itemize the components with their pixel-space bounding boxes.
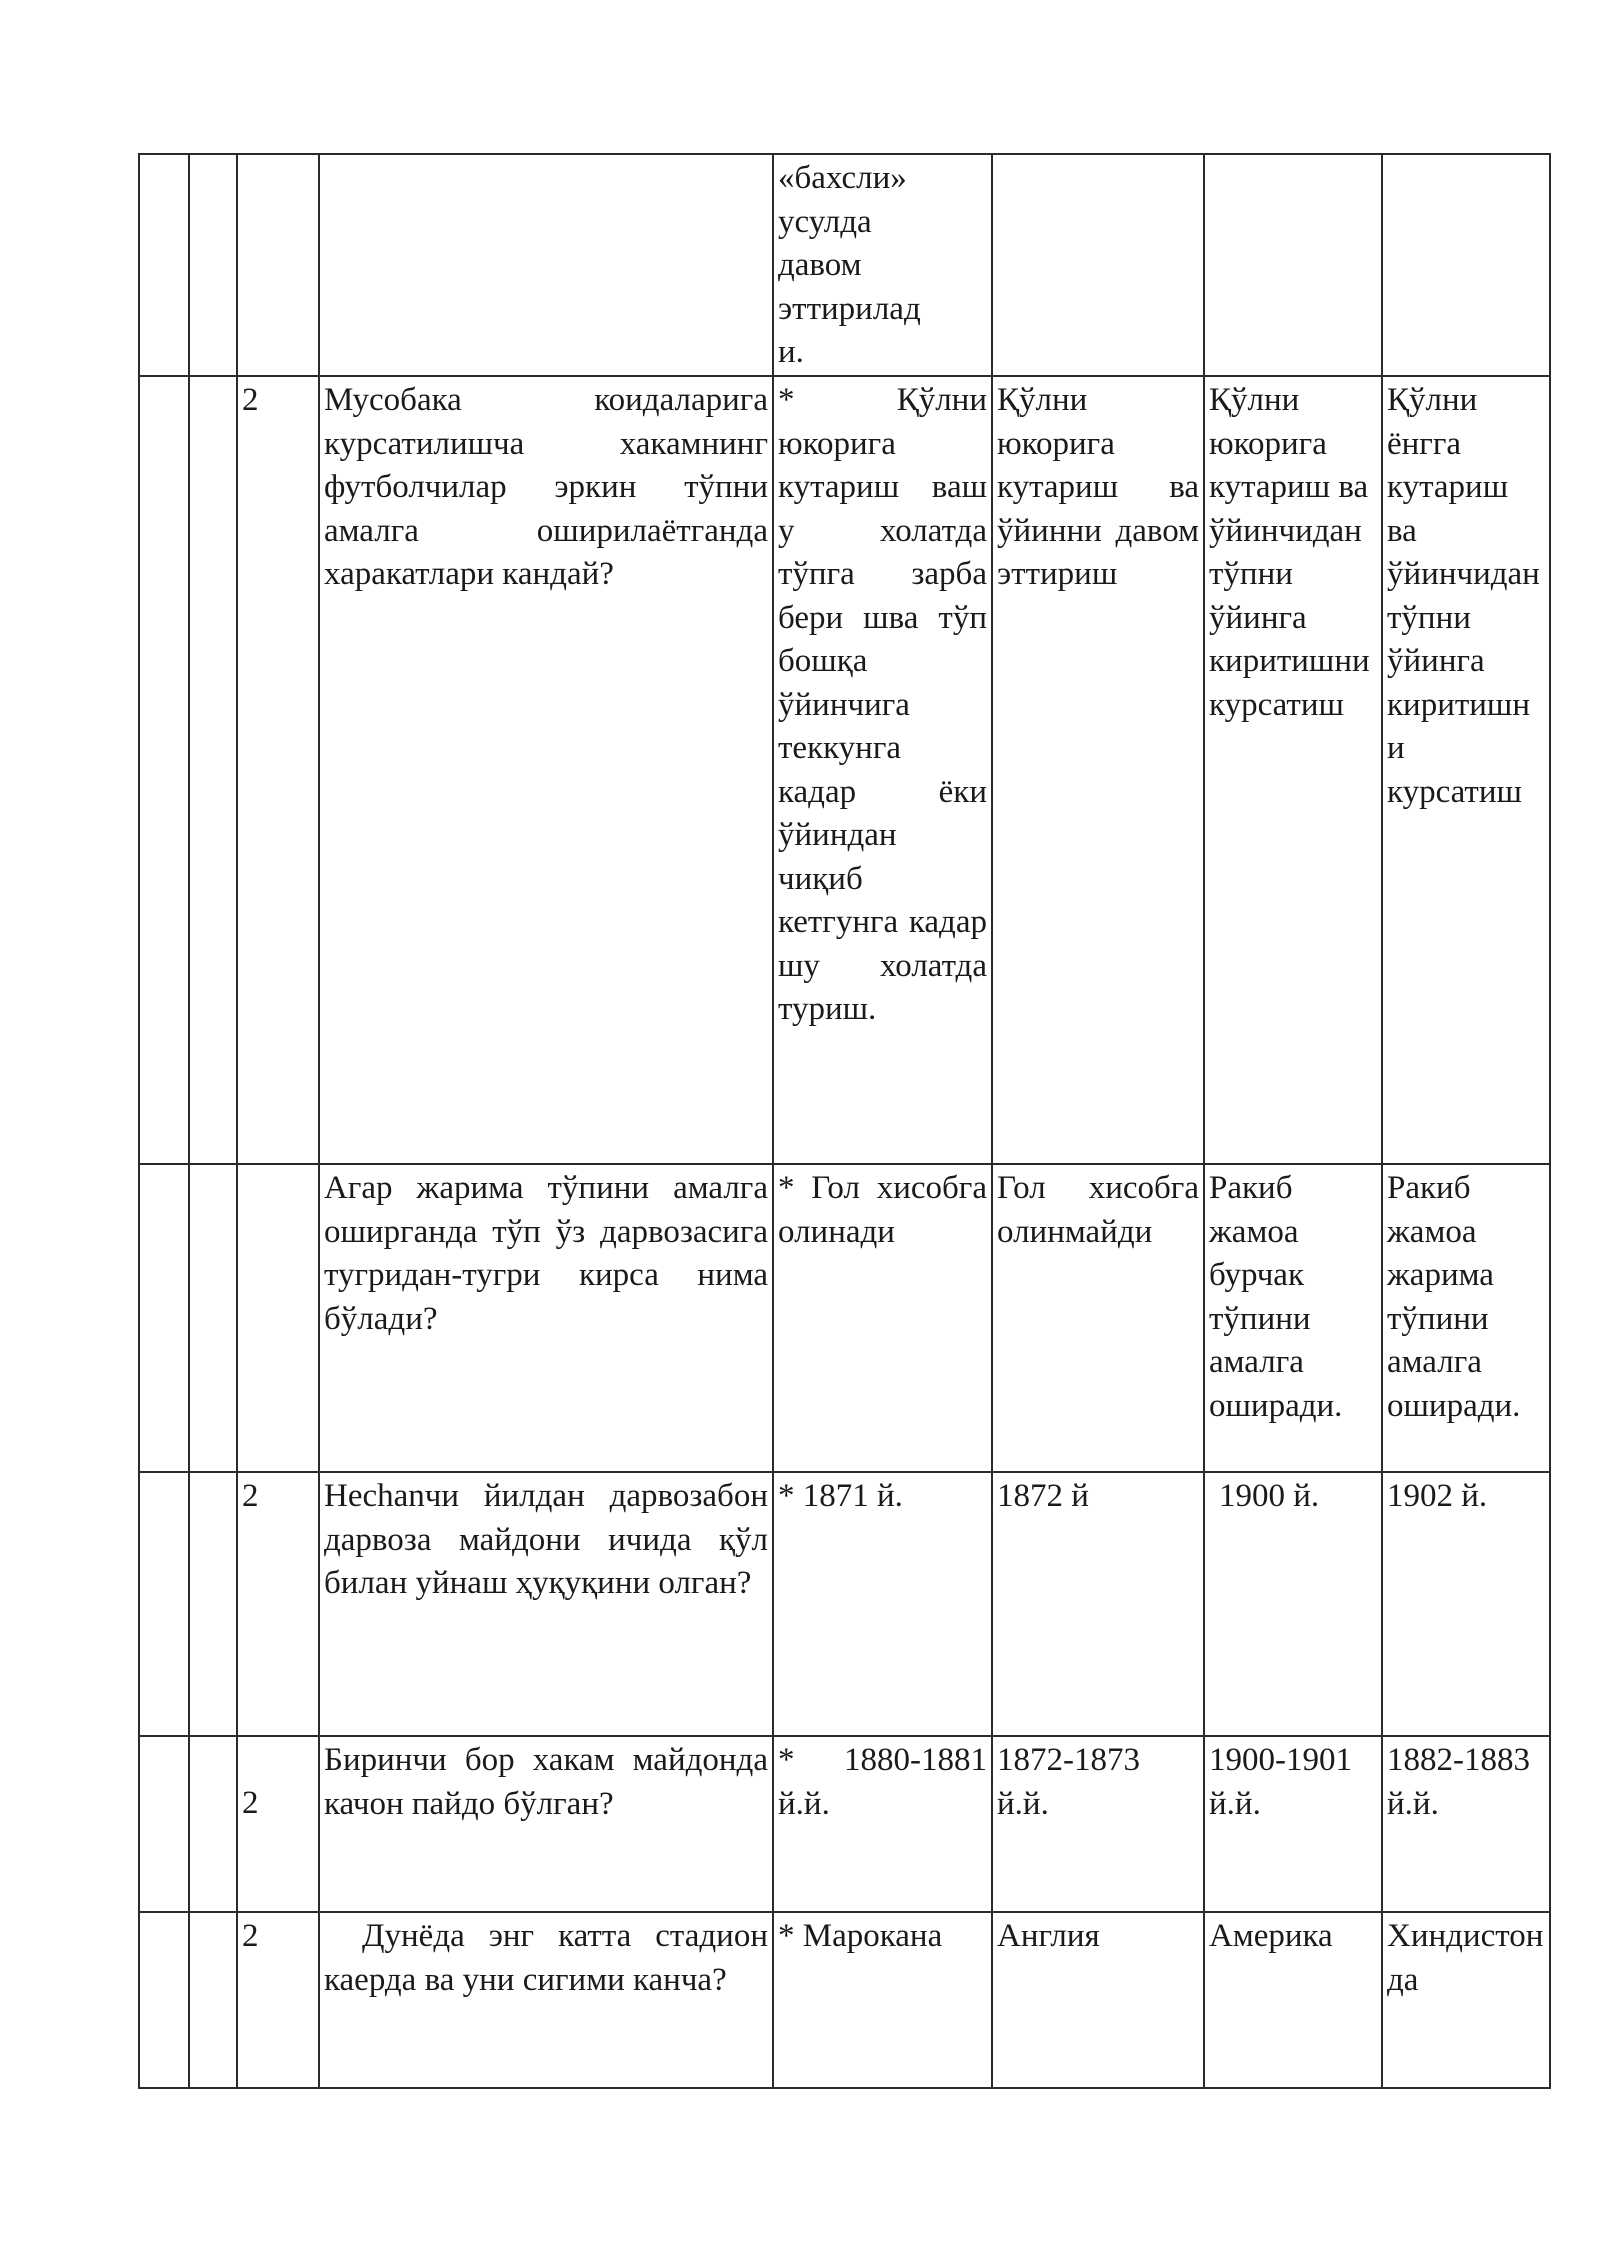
answer-option-b: Гол хисобга олинмайди xyxy=(992,1164,1204,1472)
question-cell xyxy=(319,1164,773,1472)
answer-option-c: Америка xyxy=(1204,1912,1382,2088)
question-number xyxy=(237,1164,319,1472)
question-cell xyxy=(319,376,773,1164)
table-row xyxy=(139,1736,1550,1912)
blank-cell xyxy=(139,154,189,376)
answer-option-b: 1872-1873 й.й. xyxy=(992,1736,1204,1912)
blank-cell xyxy=(189,1912,237,2088)
question-text xyxy=(319,154,773,376)
question-cell xyxy=(319,1736,773,1912)
answer-option-c: 1900 й. xyxy=(1204,1472,1382,1736)
table-row xyxy=(139,154,1550,376)
answer-option-d: Ракиб жамоа жарима тўпини амалга оширади. xyxy=(1382,1164,1550,1472)
answer-option-d: 1902 й. xyxy=(1382,1472,1550,1736)
blank-cell xyxy=(189,1736,237,1912)
blank-cell xyxy=(139,1912,189,2088)
blank-cell xyxy=(189,1472,237,1736)
question-text: Неchanчи йилдан дарвозабон дарвоза майдони ичида қўл билан уйнаш ҳуқуқини олган? xyxy=(324,1478,768,1601)
question-number xyxy=(237,1736,319,1912)
question-number: 2 xyxy=(237,376,319,1164)
question-number-text: 2 xyxy=(242,1785,259,1821)
question-number xyxy=(237,154,319,376)
answer-option-b: 1872 й xyxy=(992,1472,1204,1736)
blank-cell xyxy=(189,1164,237,1472)
correct-answer: * 1880-1881 й.й. xyxy=(773,1736,992,1912)
answer-option-c: 1900-1901 й.й. xyxy=(1204,1736,1382,1912)
answer-option-d: Қўлни ёнгга кутариш ва ўйинчидан тўпни ўйинга киритишни курсатиш xyxy=(1382,376,1550,1164)
table-row xyxy=(139,1164,1550,1472)
blank-cell xyxy=(139,1472,189,1736)
answer-option-c: Қўлни юкорига кутариш ва ўйинчидан тўпни ўйинга киритишни курсатиш xyxy=(1204,376,1382,1164)
answer-option-b: Қўлни юкорига кутариш ва ўйинни давом эттириш xyxy=(992,376,1204,1164)
correct-answer: * 1871 й. xyxy=(773,1472,992,1736)
table-row xyxy=(139,376,1550,1164)
table-row xyxy=(139,1472,1550,1736)
blank-cell xyxy=(189,154,237,376)
answer-text: «бахсли» усулда давом эттирилади. xyxy=(778,160,921,370)
answer-option-d xyxy=(1382,154,1550,376)
question-number: 2 xyxy=(237,1912,319,2088)
question-text: Мусобака коидаларига курсатилишча хакамнинг футболчилар эркин тўпни амалга оширилаётганда харакатлари кандай? xyxy=(324,382,768,592)
answer-option-c: Ракиб жамоа бурчак тўпини амалга оширади. xyxy=(1204,1164,1382,1472)
blank-cell xyxy=(189,376,237,1164)
question-text: Агар жарима тўпини амалга оширганда тўп ўз дарвозасига тугридан-тугри кирса нима бўлади? xyxy=(324,1170,768,1337)
blank-cell xyxy=(139,1736,189,1912)
question-text: Дунёда энг катта стадион каерда ва уни сигими канча? xyxy=(324,1918,768,1998)
correct-answer: * Марокана xyxy=(773,1912,992,2088)
blank-cell xyxy=(139,376,189,1164)
table-row xyxy=(139,1912,1550,2088)
answer-option-b xyxy=(992,154,1204,376)
question-text: Биринчи бор хакам майдонда качон пайдо бўлган? xyxy=(324,1742,768,1822)
question-cell xyxy=(319,1912,773,2088)
answer-option-b: Англия xyxy=(992,1912,1204,2088)
answer-option-c xyxy=(1204,154,1382,376)
blank-cell xyxy=(139,1164,189,1472)
question-number: 2 xyxy=(237,1472,319,1736)
correct-answer xyxy=(773,154,992,376)
correct-answer: * Қўлни юкорига кутариш ваш у холатда тўпга зарба бери шва тўп бошқа ўйинчига теккунга кадар ёки ўйиндан чиқиб кетгунга кадар шу холатда туриш. xyxy=(773,376,992,1164)
answer-option-d: Хиндистонда xyxy=(1382,1912,1550,2088)
question-cell xyxy=(319,1472,773,1736)
correct-answer: * Гол хисобга олинади xyxy=(773,1164,992,1472)
quiz-table xyxy=(138,153,1551,2089)
answer-option-d: 1882-1883 й.й. xyxy=(1382,1736,1550,1912)
